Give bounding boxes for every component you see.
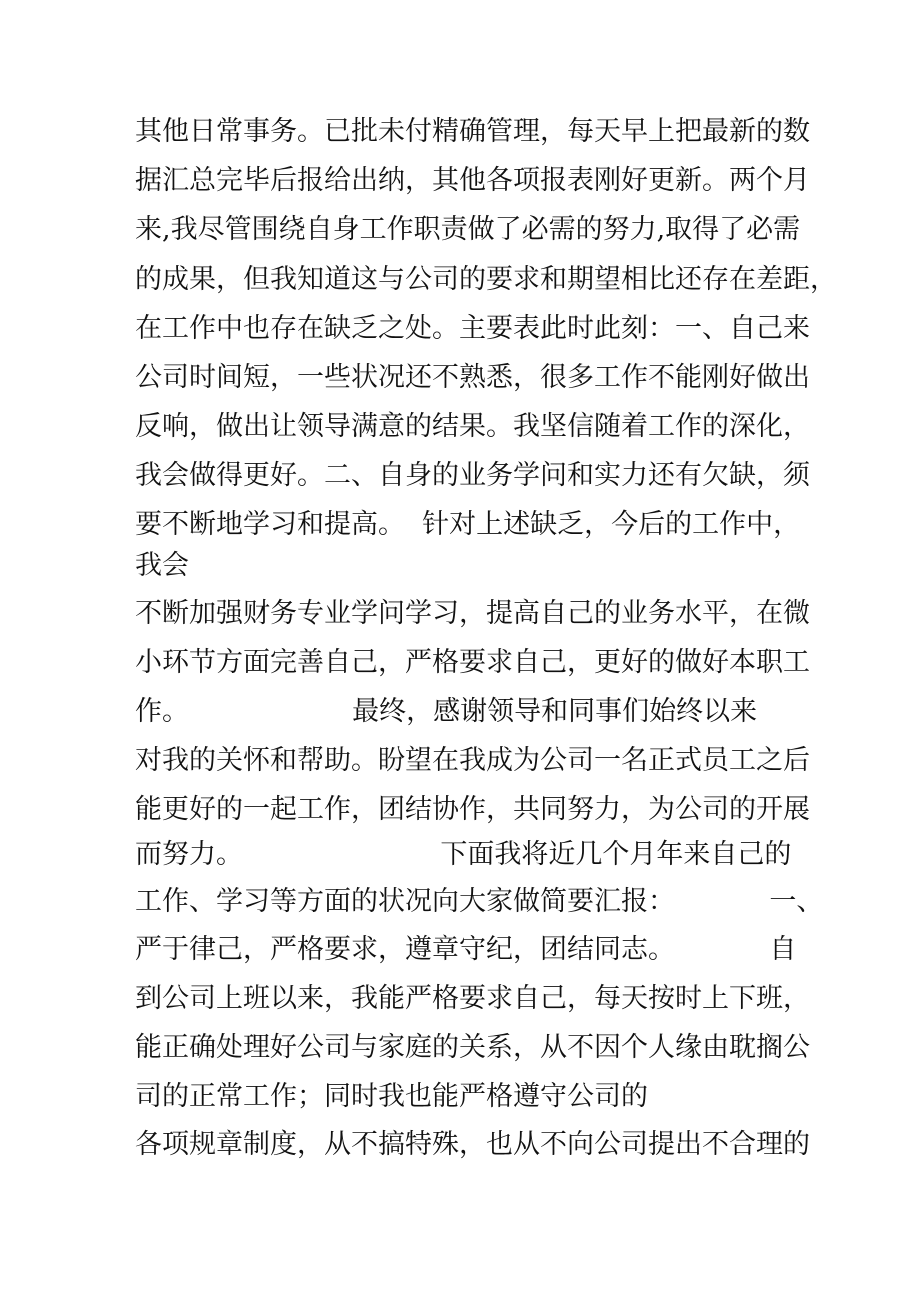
text-line: 工作、学习等方面的状况向大家做简要汇报： 一、 — [135, 886, 824, 917]
text-line: 小环节方面完善自己，严格要求自己，更好的做好本职工 — [135, 647, 810, 678]
text-line: 能更好的一起工作，团结协作，共同努力，为公司的开展 — [135, 794, 810, 825]
text-line: 严于律己，严格要求，遵章守纪，团结同志。 自 — [135, 934, 797, 965]
text-line: 我会做得更好。二、自身的业务学问和实力还有欠缺，须 — [135, 460, 810, 491]
text-line: 其他日常事务。已批未付精确管理，每天早上把最新的数 — [135, 116, 810, 147]
text-line: 各项规章制度，从不搞特殊，也从不向公司提出不合理的 — [135, 1129, 810, 1160]
text-line: 对我的关怀和帮助。盼望在我成为公司一名正式员工之后 — [135, 745, 810, 776]
text-line: 在工作中也存在缺乏之处。主要表此时此刻：一、自己来 — [135, 313, 810, 344]
text-line: 的成果，但我知道这与公司的要求和期望相比还存在差距， — [135, 264, 837, 295]
text-line: 据汇总完毕后报给出纳，其他各项报表刚好更新。两个月 — [135, 165, 810, 196]
text-line: 不断加强财务专业学问学习，提高自己的业务水平，在微 — [135, 598, 810, 629]
text-line: 而努力。 下面我将近几个月年来自己的 — [135, 839, 792, 870]
text-line: 我会 — [135, 550, 189, 581]
text-line: 到公司上班以来，我能严格要求自己，每天按时上下班， — [135, 983, 810, 1014]
text-line: 反响，做出让领导满意的结果。我坚信随着工作的深化， — [135, 411, 810, 442]
text-line: 公司时间短，一些状况还不熟悉，很多工作不能刚好做出 — [135, 362, 810, 393]
text-line: 来,我尽管围绕自身工作职责做了必需的努力,取得了必需 — [135, 214, 801, 245]
text-line: 司的正常工作；同时我也能严格遵守公司的 — [135, 1081, 648, 1112]
text-line: 作。 最终，感谢领导和同事们始终以来 — [135, 696, 758, 727]
text-line: 要不断地学习和提高。 针对上述缺乏，今后的工作中， — [135, 509, 801, 540]
text-line: 能正确处理好公司与家庭的关系，从不因个人缘由耽搁公 — [135, 1032, 810, 1063]
